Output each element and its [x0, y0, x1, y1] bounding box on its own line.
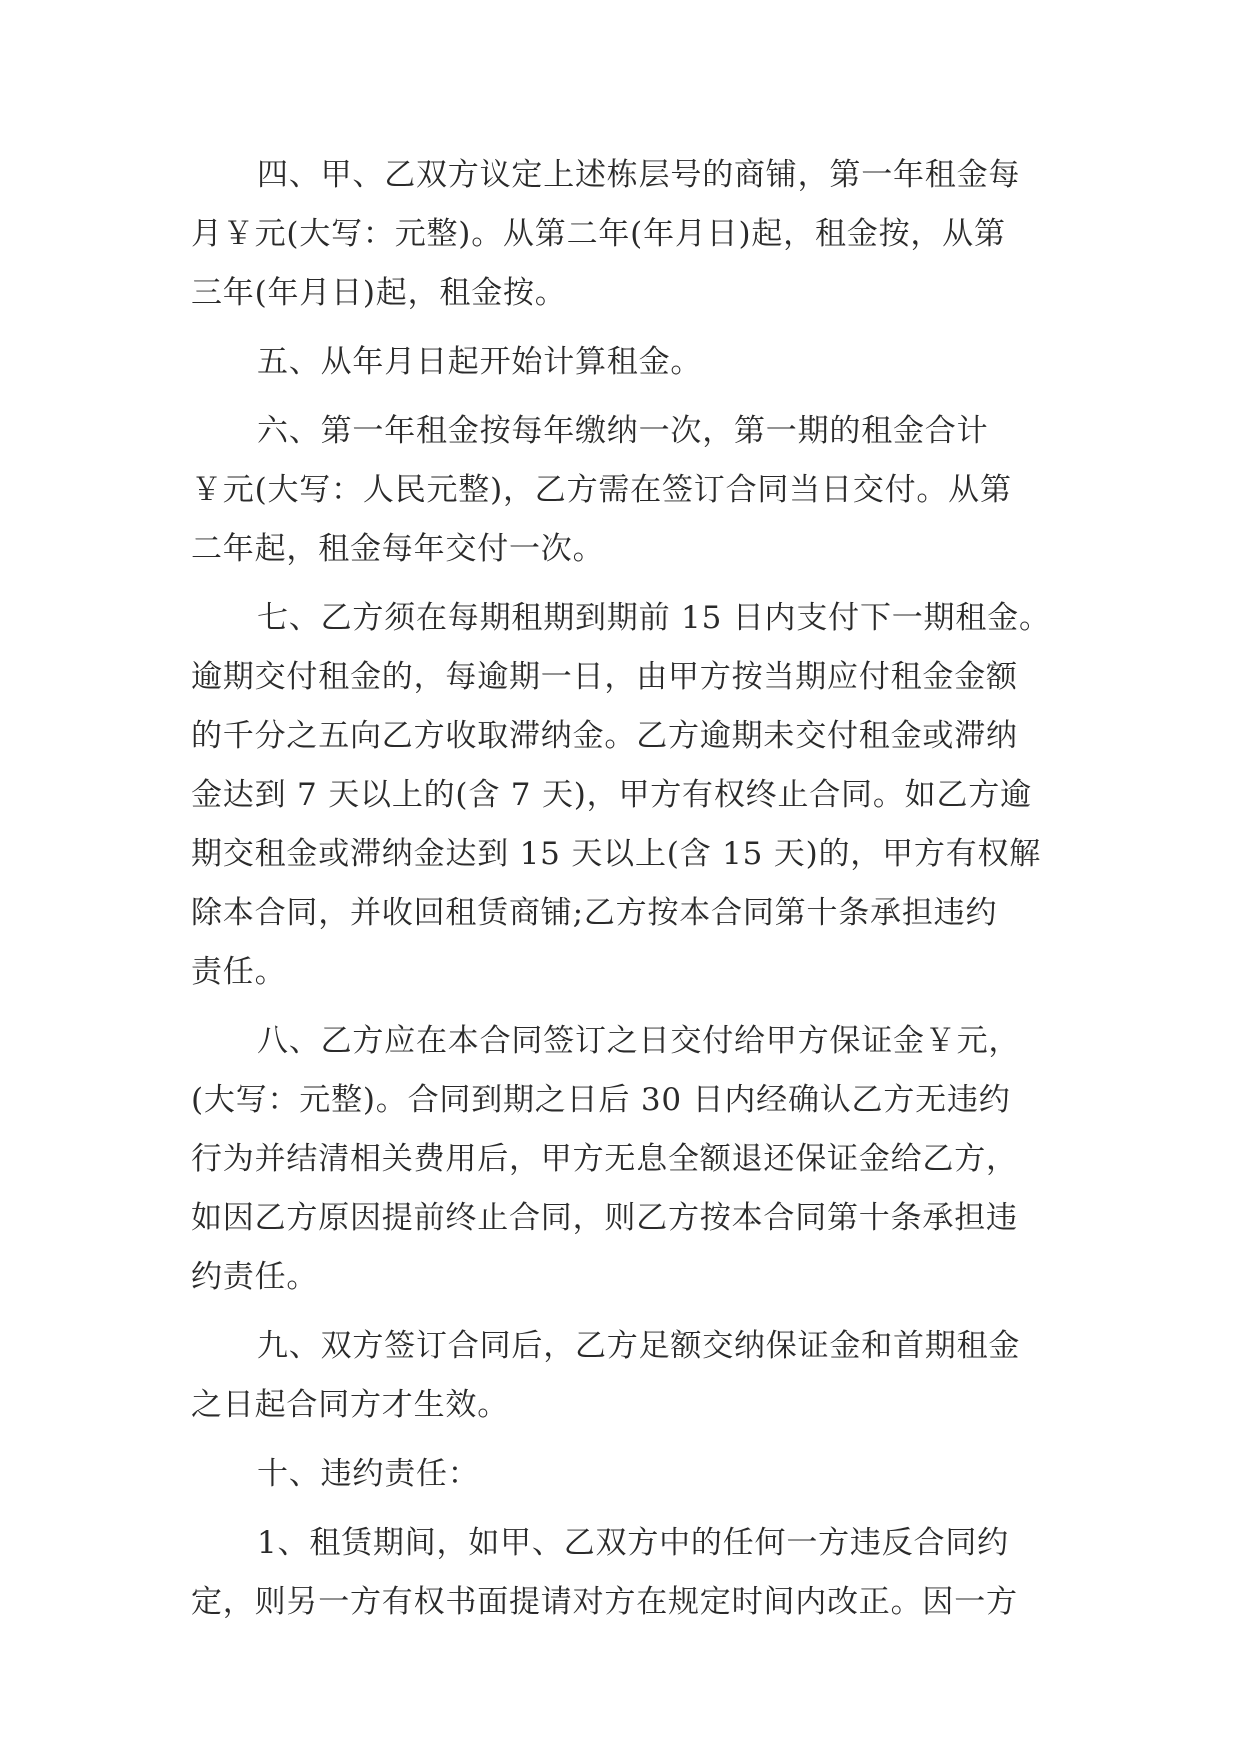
text-line: 三年(年月日)起，租金按。: [191, 275, 567, 311]
text-line: 约责任。: [191, 1259, 319, 1295]
clause-10-item-1-paragraph: [191, 1514, 1071, 1632]
text-line: 二年起，租金每年交付一次。: [191, 531, 605, 567]
text-line: 期交租金或滞纳金达到 15 天以上(含 15 天)的，甲方有权解: [191, 836, 1042, 872]
contract-body: [191, 146, 1071, 1642]
text-line: 除本合同，并收回租赁商铺;乙方按本合同第十条承担违约: [191, 895, 998, 931]
text-line: 四、甲、乙双方议定上述栋层号的商铺，第一年租金每: [257, 157, 1021, 193]
clause-5-paragraph: [191, 333, 1071, 392]
text-line: 的千分之五向乙方收取滞纳金。乙方逾期未交付租金或滞纳: [191, 718, 1018, 754]
text-line: 责任。: [191, 954, 287, 990]
text-line: 七、乙方须在每期租期到期前 15 日内支付下一期租金。: [257, 600, 1051, 636]
text-line: 定，则另一方有权书面提请对方在规定时间内改正。因一方: [191, 1584, 1018, 1620]
text-line: 金达到 7 天以上的(含 7 天)，甲方有权终止合同。如乙方逾: [191, 777, 1032, 813]
text-line: 之日起合同方才生效。: [191, 1387, 509, 1423]
clause-9-paragraph: [191, 1317, 1071, 1435]
text-line: 1、租赁期间，如甲、乙双方中的任何一方违反合同约: [257, 1525, 1009, 1561]
text-line: 六、第一年租金按每年缴纳一次，第一期的租金合计: [257, 413, 989, 449]
text-line: 十、违约责任：: [257, 1456, 480, 1492]
text-line: (大写：元整)。合同到期之日后 30 日内经确认乙方无违约: [191, 1082, 1011, 1118]
clause-8-paragraph: [191, 1012, 1071, 1307]
text-line: 逾期交付租金的，每逾期一日，由甲方按当期应付租金金额: [191, 659, 1018, 695]
text-line: 月￥元(大写：元整)。从第二年(年月日)起，租金按，从第: [191, 216, 1006, 252]
text-line: 九、双方签订合同后，乙方足额交纳保证金和首期租金: [257, 1328, 1021, 1364]
clause-7-paragraph: [191, 589, 1071, 1002]
clause-6-paragraph: [191, 402, 1071, 579]
text-line: 行为并结清相关费用后，甲方无息全额退还保证金给乙方，: [191, 1141, 1018, 1177]
text-line: 如因乙方原因提前终止合同，则乙方按本合同第十条承担违: [191, 1200, 1018, 1236]
clause-10-heading: [191, 1445, 1071, 1504]
text-line: 五、从年月日起开始计算租金。: [257, 344, 703, 380]
text-line: 八、乙方应在本合同签订之日交付给甲方保证金￥元，: [257, 1023, 1021, 1059]
clause-4-paragraph: [191, 146, 1071, 323]
text-line: ￥元(大写：人民元整)，乙方需在签订合同当日交付。从第: [191, 472, 1012, 508]
